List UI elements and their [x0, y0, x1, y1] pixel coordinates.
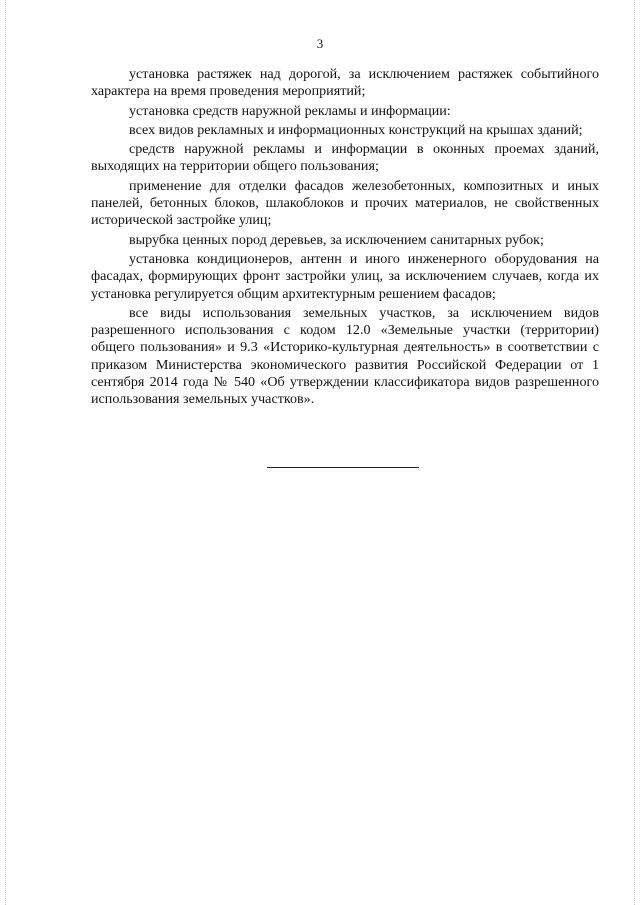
scan-edge-left	[5, 0, 6, 905]
paragraph-facade-materials: применение для отделки фасадов железобетонных, композитных и иных панелей, бетонных блоков, шлакоблоков и прочих материалов, не свойственных исторической застройке улиц;	[91, 177, 599, 229]
paragraph-tree-felling: вырубка ценных пород деревьев, за исключением санитарных рубок;	[129, 231, 544, 248]
paragraph-land-use: все виды использования земельных участков, за исключением видов разрешенного использования с кодом 12.0 «Земельные участки (территории) общего пользования» и 9.3 «Историко-культурная деятельность» в соответствии с приказом Министерства экономического развития Российской Федерации от 1 сентября 2014 года № 540 «Об утверждении классификатора видов разрешенного использования земельных участков».	[91, 304, 599, 408]
paragraph-stretch-marks: установка растяжек над дорогой, за исключением растяжек событийного характера на время проведения мероприятий;	[91, 66, 599, 100]
paragraph-roof-structures: всех видов рекламных и информационных конструкций на крышах зданий;	[129, 121, 583, 138]
paragraph-window-ads: средств наружной рекламы и информации в оконных проемах зданий, выходящих на территории общего пользования;	[91, 141, 599, 175]
paragraph-outdoor-ads: установка средств наружной рекламы и информации:	[129, 102, 451, 119]
paragraph-equipment-facades: установка кондиционеров, антенн и иного инженерного оборудования на фасадах, формирующих фронт застройки улиц, за исключением случаев, когда их установка регулируется общим архитектурным решением фасадов;	[91, 250, 599, 302]
page-number: 3	[316, 36, 324, 51]
document-body	[91, 66, 599, 411]
scan-edge-right	[634, 0, 635, 905]
end-separator-line	[267, 467, 419, 468]
